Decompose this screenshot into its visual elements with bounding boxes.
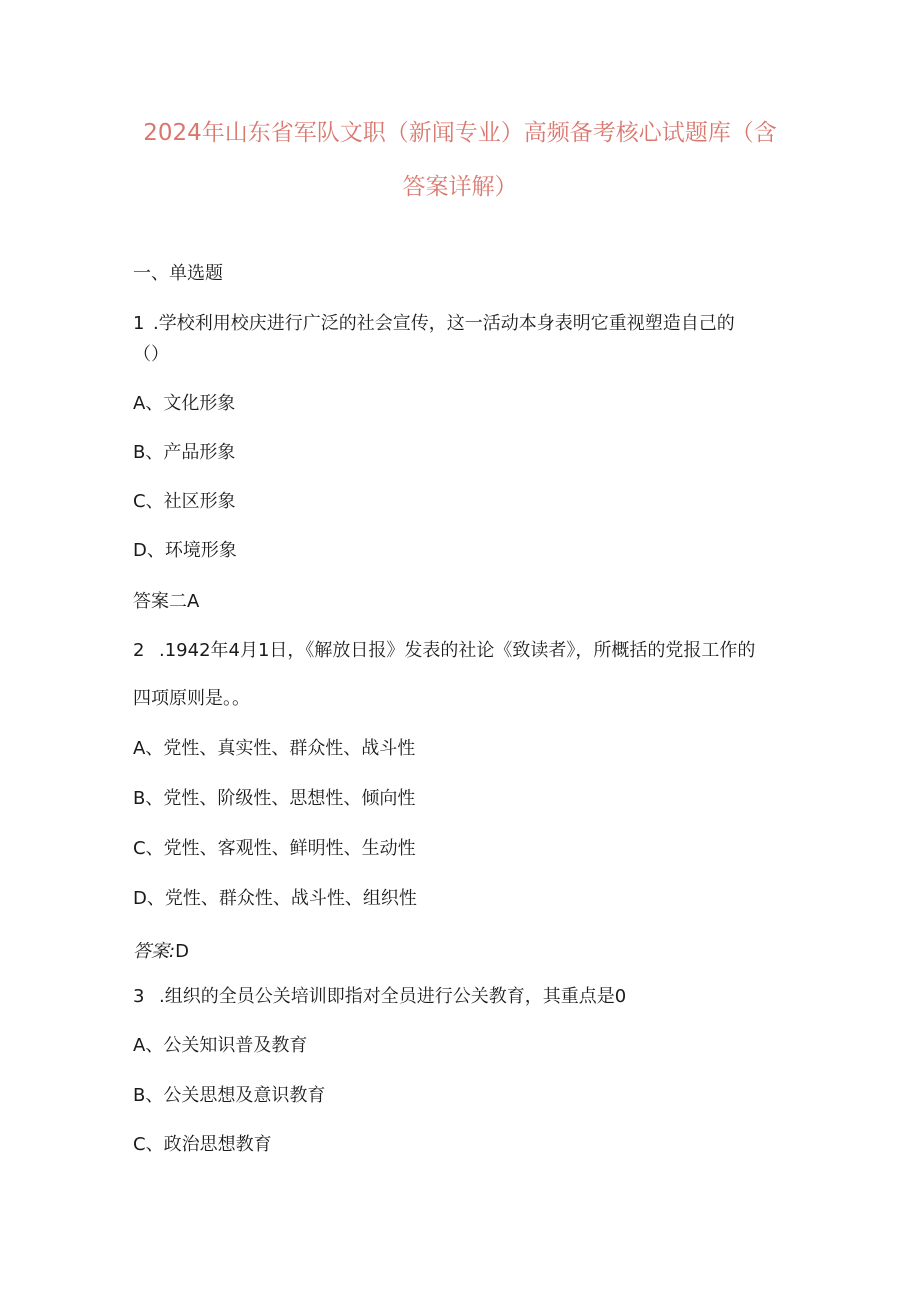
question-3-line1 xyxy=(133,988,626,1006)
question-1-answer: 答案二A xyxy=(133,591,200,612)
question-2-option-d: D、党性、群众性、战斗性、组织性 xyxy=(133,888,417,909)
question-1-option-b: B、产品形象 xyxy=(133,442,236,463)
question-1-line1 xyxy=(133,315,735,333)
question-3-number: 3 xyxy=(133,986,145,1007)
document-title-line2: 答案详解） xyxy=(402,174,518,200)
question-1-option-a: A、文化形象 xyxy=(133,393,236,414)
question-1-option-c: C、社区形象 xyxy=(133,491,236,512)
document-title-line1: 2024年山东省军队文职（新闻专业）高频备考核心试题库（含 xyxy=(143,120,777,146)
question-1-text: .学校利用校庆进行广泛的社会宣传，这一活动本身表明它重视塑造自己的 xyxy=(153,313,735,334)
question-2-option-c: C、党性、客观性、鲜明性、生动性 xyxy=(133,838,416,859)
question-2-line2: 四项原则是。。 xyxy=(133,688,250,709)
question-2-option-b: B、党性、阶级性、思想性、倾向性 xyxy=(133,788,416,809)
question-2-answer-prefix: 答案: xyxy=(133,941,176,962)
question-2-answer-value: D xyxy=(175,941,189,962)
question-3-option-c: C、政治思想教育 xyxy=(133,1134,272,1155)
question-2-number: 2 xyxy=(133,640,145,661)
question-1-line2: （） xyxy=(133,344,169,365)
question-2-line1 xyxy=(133,642,755,660)
question-2-text: .1942年4月1日，《解放日报》发表的社论《致读者》，所概括的党报工作的 xyxy=(159,640,756,661)
question-1-option-d: D、环境形象 xyxy=(133,540,237,561)
question-2-option-a: A、党性、真实性、群众性、战斗性 xyxy=(133,738,416,759)
question-3-text: .组织的全员公关培训即指对全员进行公关教育，其重点是0 xyxy=(159,986,627,1007)
section-heading: 一、单选题 xyxy=(133,263,223,284)
question-3-option-a: A、公关知识普及教育 xyxy=(133,1035,308,1056)
question-2-answer xyxy=(133,943,189,961)
question-1-number: 1 xyxy=(133,313,145,334)
question-3-option-b: B、公关思想及意识教育 xyxy=(133,1085,326,1106)
